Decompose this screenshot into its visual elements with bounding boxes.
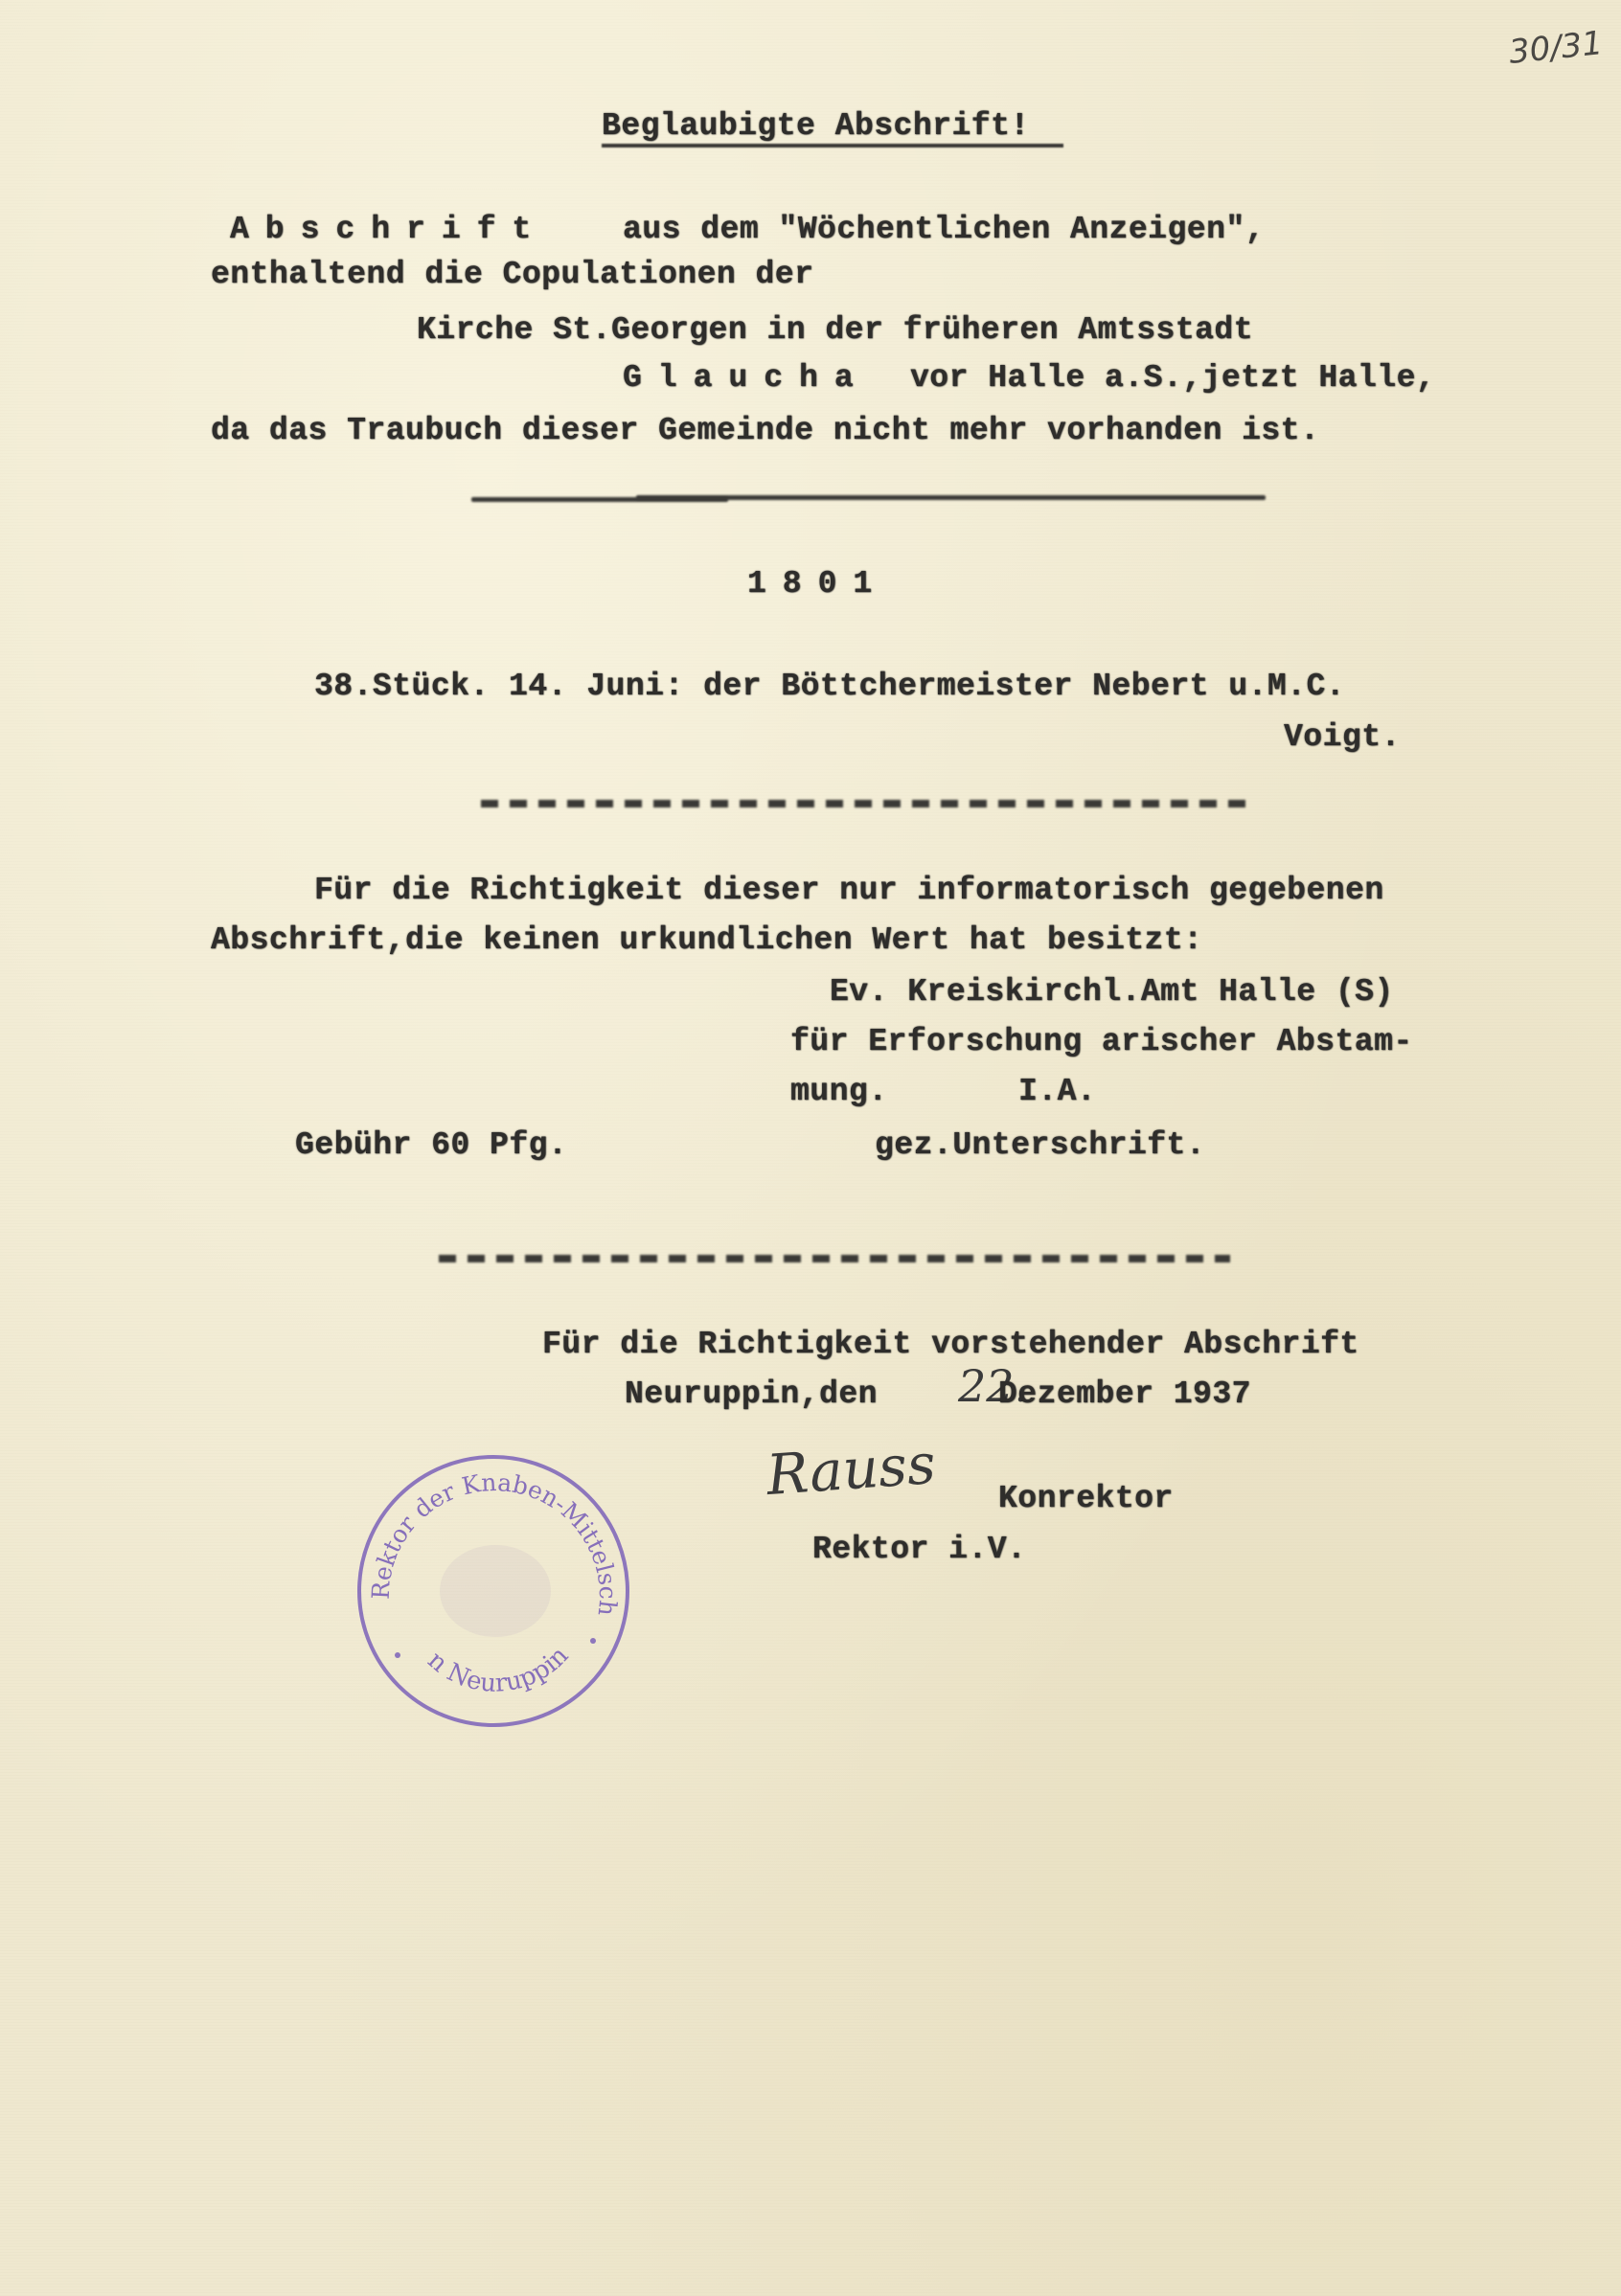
- certification-line2: Abschrift,die keinen urkundlichen Wert hat besitzt:: [211, 922, 1203, 958]
- certification-fee: Gebühr 60 Pfg.: [295, 1127, 568, 1163]
- page-number: 30/31: [1507, 23, 1605, 73]
- attestation-month-year: Dezember 1937: [998, 1376, 1251, 1412]
- intro-line3: Kirche St.Georgen in der früheren Amtsstadt: [417, 312, 1254, 348]
- dashed-separator-2: [439, 1255, 1230, 1262]
- intro-line5: da das Traubuch dieser Gemeinde nicht mehr vorhanden ist.: [211, 413, 1320, 448]
- certification-line1: Für die Richtigkeit dieser nur informatorisch gegebenen: [314, 873, 1384, 908]
- separator-rule-right: [636, 495, 1266, 500]
- title-underline: [602, 144, 1063, 148]
- document-title: Beglaubigte Abschrift!: [602, 108, 1030, 144]
- intro-line2: enthaltend die Copulationen der: [211, 257, 814, 292]
- attestation-line1: Für die Richtigkeit vorstehender Abschrift: [542, 1327, 1359, 1362]
- stamp-text-top: Rektor der Knaben-Mittelsch: [366, 1467, 623, 1618]
- entry-line2: Voigt.: [1284, 719, 1401, 755]
- intro-line1: aus dem "Wöchentlichen Anzeigen",: [623, 212, 1266, 247]
- attestation-title1: Konrektor: [998, 1481, 1174, 1516]
- stamp-graphic: [352, 1449, 635, 1733]
- intro-word-spaced: Abschrift: [230, 212, 548, 247]
- certification-ia: I.A.: [1018, 1074, 1097, 1109]
- attestation-title2: Rektor i.V.: [812, 1532, 1027, 1567]
- intro-line4: vor Halle a.S.,jetzt Halle,: [910, 360, 1436, 396]
- handwritten-signature: Rauss: [764, 1430, 938, 1509]
- stamp-dot-right: [590, 1638, 596, 1644]
- entry-line1: 38.Stück. 14. Juni: der Böttchermeister Nebert u.M.C.: [314, 669, 1346, 704]
- attestation-day-handwritten: 22.: [958, 1360, 1029, 1412]
- dashed-separator-1: [481, 800, 1250, 807]
- stamp-text-bottom: n Neuruppin: [422, 1641, 575, 1698]
- stamp-dot-left: [395, 1652, 400, 1658]
- certification-office1: Ev. Kreiskirchl.Amt Halle (S): [830, 974, 1394, 1010]
- attestation-place-prefix: Neuruppin,den: [625, 1376, 878, 1412]
- official-stamp: [352, 1449, 635, 1733]
- intro-place-spaced: Glaucha: [623, 360, 870, 396]
- certification-office3: mung.: [790, 1074, 888, 1109]
- certification-signed: gez.Unterschrift.: [875, 1127, 1206, 1163]
- certification-office2: für Erforschung arischer Abstam-: [790, 1024, 1413, 1059]
- stamp-center-smudge: [440, 1545, 551, 1637]
- year: 1801: [747, 566, 889, 602]
